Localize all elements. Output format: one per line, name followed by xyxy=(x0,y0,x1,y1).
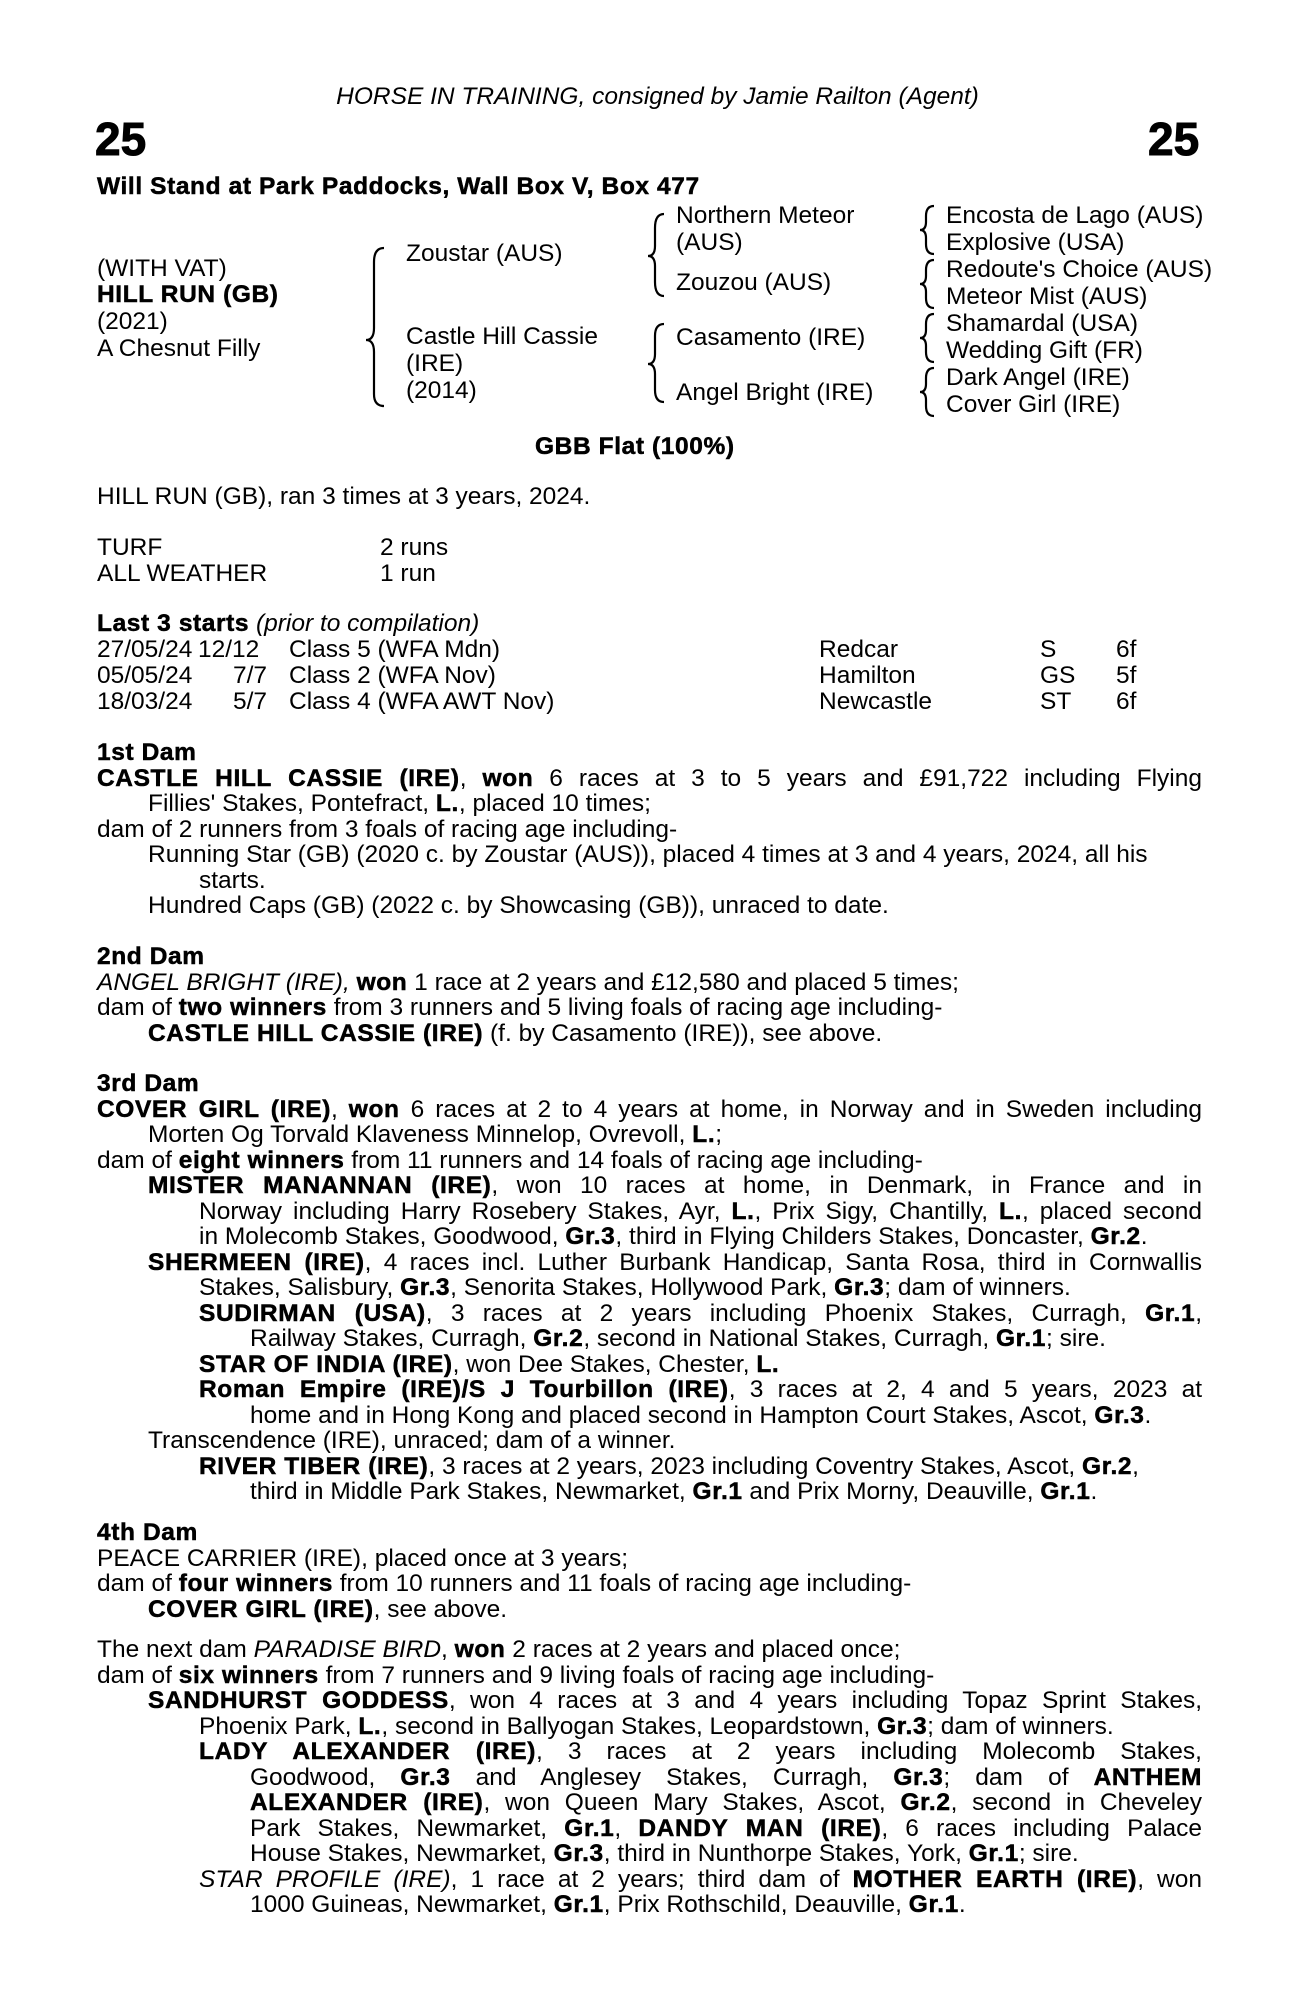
second-dam-section xyxy=(97,944,1202,1046)
start-race: Class 4 (WFA AWT Nov) xyxy=(289,688,555,715)
text: , xyxy=(441,1636,455,1663)
horse-year: (2021) xyxy=(97,308,168,335)
text: 6 races at 2 to 4 years at home, in Norway and in Sweden including xyxy=(399,1095,1202,1123)
produce-entry-cont: starts. xyxy=(199,866,266,894)
catalogue-title: HORSE IN TRAINING, consigned by Jamie Railton (Agent) xyxy=(336,83,979,110)
horse-description: A Chesnut Filly xyxy=(97,335,261,362)
pedigree-sire-sire-line2: (AUS) xyxy=(676,229,743,256)
text: , won xyxy=(1137,1865,1202,1893)
start-race: Class 5 (WFA Mdn) xyxy=(289,636,501,663)
produce-name: ANTHEM xyxy=(1093,1763,1203,1791)
pedigree-dam-line2: (IRE) xyxy=(406,350,464,377)
start-date: 05/05/24 xyxy=(97,662,193,689)
text: , won Dee Stakes, Chester, xyxy=(452,1350,757,1378)
text: . xyxy=(1144,1401,1152,1429)
race-grade: Gr.3 xyxy=(565,1223,616,1250)
start-going: S xyxy=(1040,636,1057,663)
text: Railway Stakes, Curragh, xyxy=(250,1325,534,1352)
text: , second in National Stakes, Curragh, xyxy=(583,1325,996,1352)
text: , Prix Sigy, Chantilly, xyxy=(754,1197,1000,1225)
start-position: 12/12 xyxy=(198,636,260,663)
start-position: 7/7 xyxy=(233,662,268,689)
text: dam of xyxy=(97,1570,179,1597)
text: , 1 race at 2 years; third dam of xyxy=(450,1865,853,1893)
produce-name: ALEXANDER (IRE) xyxy=(250,1789,484,1816)
all-weather-value: 1 run xyxy=(380,560,436,587)
race-grade: Gr.2 xyxy=(1082,1452,1133,1480)
text: , Prix Rothschild, Deauville, xyxy=(603,1891,909,1918)
produce-name: SUDIRMAN (USA) xyxy=(199,1299,426,1327)
race-grade: Gr.1 xyxy=(968,1840,1019,1867)
pedigree-dam-sire: Casamento (IRE) xyxy=(676,324,866,351)
text: Stakes, Salisbury, xyxy=(199,1274,401,1301)
section-heading: 4th Dam xyxy=(97,1519,198,1546)
horse-name: HILL RUN (GB) xyxy=(97,281,279,308)
dam-entry: PEACE CARRIER (IRE), placed once at 3 years; xyxy=(97,1544,629,1572)
text: , second in Cheveley xyxy=(950,1789,1203,1816)
text: from 3 runners and 5 living foals of racing age including- xyxy=(326,994,943,1021)
start-date: 27/05/24 xyxy=(97,636,193,663)
winners-count: two winners xyxy=(178,994,327,1021)
text: dam of xyxy=(97,1146,179,1174)
next-dam-section xyxy=(97,1637,1202,1918)
text: from 11 runners and 14 foals of racing age including- xyxy=(344,1146,923,1174)
race-grade: L. xyxy=(756,1350,780,1378)
race-grade: Gr.3 xyxy=(877,1712,928,1740)
start-going: GS xyxy=(1040,662,1076,689)
race-grade: L. xyxy=(358,1712,382,1740)
dam-name: COVER GIRL (IRE) xyxy=(97,1095,331,1123)
produce-entry: Transcendence (IRE), unraced; dam of a winner. xyxy=(148,1427,676,1454)
text: , second in Ballyogan Stakes, Leopardstown, xyxy=(381,1712,878,1740)
turf-value: 2 runs xyxy=(380,534,449,561)
produce-name: MOTHER EARTH (IRE) xyxy=(852,1865,1138,1893)
text: Park Stakes, Newmarket, xyxy=(250,1814,565,1842)
produce-entry: Running Star (GB) (2020 c. by Zoustar (AUS)), placed 4 times at 3 and 4 years, 2024, all his xyxy=(148,841,1148,868)
race-grade: Gr.1 xyxy=(1040,1478,1091,1505)
start-distance: 6f xyxy=(1116,636,1137,663)
lot-number-left: 25 xyxy=(95,113,147,165)
text: , placed 10 times; xyxy=(458,790,651,817)
turf-label: TURF xyxy=(97,534,163,561)
text: 1 race at 2 years and £12,580 and placed 5 times; xyxy=(407,968,959,996)
pedigree-dam-line3: (2014) xyxy=(406,377,477,404)
produce-name: RIVER TIBER (IRE) xyxy=(199,1452,429,1480)
text: House Stakes, Newmarket, xyxy=(250,1840,554,1867)
produce-name: SHERMEEN (IRE) xyxy=(148,1248,365,1276)
section-heading: 2nd Dam xyxy=(97,943,205,970)
produce-name: COVER GIRL (IRE) xyxy=(148,1595,374,1623)
race-grade: Gr.3 xyxy=(834,1274,885,1301)
text: The next dam xyxy=(97,1636,254,1663)
gbb-eligibility: GBB Flat (100%) xyxy=(535,433,735,460)
text: , won 4 races at 3 and 4 years including Topaz Sprint Stakes, xyxy=(448,1687,1202,1714)
text: , 6 races including Palace xyxy=(881,1814,1202,1842)
race-grade: Gr.1 xyxy=(692,1478,743,1505)
start-course: Redcar xyxy=(819,636,898,663)
dam-name: PARADISE BIRD xyxy=(253,1636,442,1663)
start-course: Hamilton xyxy=(819,662,916,689)
text: , xyxy=(342,968,357,996)
pedigree-dam-line1: Castle Hill Cassie xyxy=(406,323,598,350)
race-grade: Gr.3 xyxy=(553,1840,604,1867)
text: from 7 runners and 9 living foals of racing age including- xyxy=(318,1661,935,1689)
text: , third in Nunthorpe Stakes, York, xyxy=(603,1840,969,1867)
text: 1000 Guineas, Newmarket, xyxy=(250,1891,554,1918)
section-heading: 1st Dam xyxy=(97,739,197,766)
text: , xyxy=(459,764,483,792)
vat-note: (WITH VAT) xyxy=(97,255,227,282)
race-grade: Gr.1 xyxy=(908,1891,959,1918)
produce-name: CASTLE HILL CASSIE (IRE) xyxy=(148,1019,484,1047)
winners-count: eight winners xyxy=(178,1146,345,1174)
text: . xyxy=(1140,1223,1148,1250)
text: and Anglesey Stakes, Curragh, xyxy=(450,1763,894,1791)
produce-name: STAR PROFILE (IRE) xyxy=(199,1865,451,1893)
text: ; dam of xyxy=(943,1763,1094,1791)
race-record-summary: HILL RUN (GB), ran 3 times at 3 years, 2024. xyxy=(97,483,591,510)
produce-entry: Hundred Caps (GB) (2022 c. by Showcasing (GB)), unraced to date. xyxy=(148,892,889,919)
text: , xyxy=(614,1814,639,1842)
produce-name: MISTER MANANNAN (IRE) xyxy=(148,1172,492,1199)
text: Goodwood, xyxy=(250,1763,401,1791)
text: ; sire. xyxy=(1046,1325,1106,1352)
text: third in Middle Park Stakes, Newmarket, xyxy=(250,1478,693,1505)
text: ; xyxy=(715,1121,723,1148)
start-date: 18/03/24 xyxy=(97,688,193,715)
pedigree-sire: Zoustar (AUS) xyxy=(406,240,563,267)
text: ; dam of winners. xyxy=(884,1274,1071,1301)
race-grade: Gr.2 xyxy=(533,1325,584,1352)
race-grade: Gr.1 xyxy=(1145,1299,1196,1327)
text: , 3 races at 2 years including Phoenix Stakes, Curragh, xyxy=(425,1299,1146,1327)
third-dam-section xyxy=(97,1071,1202,1505)
won-label: won xyxy=(454,1636,506,1663)
stable-location: Will Stand at Park Paddocks, Wall Box V, Box 477 xyxy=(97,173,700,200)
text: , 3 races at 2 years including Molecomb Stakes, xyxy=(536,1738,1202,1765)
text: , placed second xyxy=(1022,1197,1202,1225)
race-grade: Gr.3 xyxy=(1094,1401,1145,1429)
text: ; dam of winners. xyxy=(927,1712,1114,1740)
race-grade: Gr.2 xyxy=(900,1789,951,1816)
lot-number-right: 25 xyxy=(1148,113,1200,165)
text: , xyxy=(330,1095,349,1123)
text: , xyxy=(1195,1299,1202,1327)
race-grade: Gr.1 xyxy=(564,1814,615,1842)
won-label: won xyxy=(348,1095,400,1123)
pedigree-sire-sire-line1: Northern Meteor xyxy=(676,202,855,229)
text: 6 races at 3 to 5 years and £91,722 including Flying xyxy=(533,764,1202,792)
pedigree-sire-dam: Zouzou (AUS) xyxy=(676,269,832,296)
pedigree-ancestor-1: Encosta de Lago (AUS) xyxy=(946,202,1204,229)
text: , xyxy=(1132,1452,1139,1480)
text: , Senorita Stakes, Hollywood Park, xyxy=(450,1274,835,1301)
dam-name: CASTLE HILL CASSIE (IRE) xyxy=(97,764,460,792)
race-grade: Gr.3 xyxy=(893,1763,944,1791)
text: 2 races at 2 years and placed once; xyxy=(505,1636,901,1663)
produce-name: SANDHURST GODDESS xyxy=(148,1687,449,1714)
text: , won 10 races at home, in Denmark, in France and in xyxy=(491,1172,1202,1199)
text: , see above. xyxy=(373,1595,508,1623)
text: Phoenix Park, xyxy=(199,1712,359,1740)
race-grade: L. xyxy=(999,1197,1023,1225)
text: in Molecomb Stakes, Goodwood, xyxy=(199,1223,566,1250)
start-position: 5/7 xyxy=(233,688,268,715)
race-grade: Gr.1 xyxy=(553,1891,604,1918)
race-grade: Gr.3 xyxy=(400,1274,451,1301)
start-distance: 6f xyxy=(1116,688,1137,715)
text: from 10 runners and 11 foals of racing age including- xyxy=(332,1570,912,1597)
section-heading: 3rd Dam xyxy=(97,1070,200,1097)
text: (f. by Casamento (IRE)), see above. xyxy=(483,1019,883,1047)
pedigree-ancestor-7: Dark Angel (IRE) xyxy=(946,364,1130,391)
text: . xyxy=(1090,1478,1098,1505)
text: , 4 races incl. Luther Burbank Handicap, Santa Rosa, third in Cornwallis xyxy=(364,1248,1202,1276)
pedigree-ancestor-4: Meteor Mist (AUS) xyxy=(946,283,1148,310)
produce-name: Roman Empire (IRE)/S J Tourbillon (IRE) xyxy=(199,1376,729,1403)
text: ; sire. xyxy=(1018,1840,1079,1867)
pedigree-ancestor-2: Explosive (USA) xyxy=(946,229,1125,256)
text: , won Queen Mary Stakes, Ascot, xyxy=(483,1789,901,1816)
last-starts-note: (prior to compilation) xyxy=(255,610,480,637)
produce-intro: dam of 2 runners from 3 foals of racing age including- xyxy=(97,815,678,843)
start-race: Class 2 (WFA Nov) xyxy=(289,662,496,689)
pedigree-dam-dam: Angel Bright (IRE) xyxy=(676,379,874,406)
text: Norway including Harry Rosebery Stakes, Ayr, xyxy=(199,1197,732,1225)
pedigree-ancestor-3: Redoute's Choice (AUS) xyxy=(946,256,1213,283)
produce-name: STAR OF INDIA (IRE) xyxy=(199,1350,453,1378)
produce-name: DANDY MAN (IRE) xyxy=(638,1814,882,1842)
last-starts-title: Last 3 starts xyxy=(97,610,250,637)
pedigree-ancestor-8: Cover Girl (IRE) xyxy=(946,391,1121,418)
start-going: ST xyxy=(1040,688,1072,715)
text: , third in Flying Childers Stakes, Doncaster, xyxy=(615,1223,1091,1250)
text: . xyxy=(958,1891,966,1918)
text: and Prix Morny, Deauville, xyxy=(742,1478,1041,1505)
pedigree-ancestor-5: Shamardal (USA) xyxy=(946,310,1138,337)
dam-name: ANGEL BRIGHT (IRE) xyxy=(97,968,343,996)
text: , 3 races at 2 years, 2023 including Coventry Stakes, Ascot, xyxy=(428,1452,1083,1480)
pedigree-ancestor-6: Wedding Gift (FR) xyxy=(946,337,1143,364)
won-label: won xyxy=(482,764,534,792)
race-grade: Gr.3 xyxy=(400,1763,451,1791)
produce-name: LADY ALEXANDER (IRE) xyxy=(199,1738,537,1765)
last-starts-heading xyxy=(97,611,479,637)
text: Morten Og Torvald Klaveness Minnelop, Ovrevoll, xyxy=(148,1121,693,1148)
race-grade: L. xyxy=(731,1197,755,1225)
race-grade: L. xyxy=(692,1121,716,1148)
all-weather-label: ALL WEATHER xyxy=(97,560,268,587)
text: home and in Hong Kong and placed second in Hampton Court Stakes, Ascot, xyxy=(250,1401,1095,1429)
winners-count: four winners xyxy=(178,1570,333,1597)
text: dam of xyxy=(97,1661,179,1689)
start-distance: 5f xyxy=(1116,662,1137,689)
winners-count: six winners xyxy=(178,1661,319,1689)
first-dam-section xyxy=(97,740,1202,919)
text: dam of xyxy=(97,994,179,1021)
text: Fillies' Stakes, Pontefract, xyxy=(148,790,436,817)
won-label: won xyxy=(356,968,408,996)
start-course: Newcastle xyxy=(819,688,933,715)
race-grade: L. xyxy=(435,790,459,817)
race-grade: Gr.2 xyxy=(1090,1223,1141,1250)
fourth-dam-section xyxy=(97,1520,1202,1622)
text: , 3 races at 2, 4 and 5 years, 2023 at xyxy=(728,1376,1202,1403)
race-grade: Gr.1 xyxy=(995,1325,1047,1352)
